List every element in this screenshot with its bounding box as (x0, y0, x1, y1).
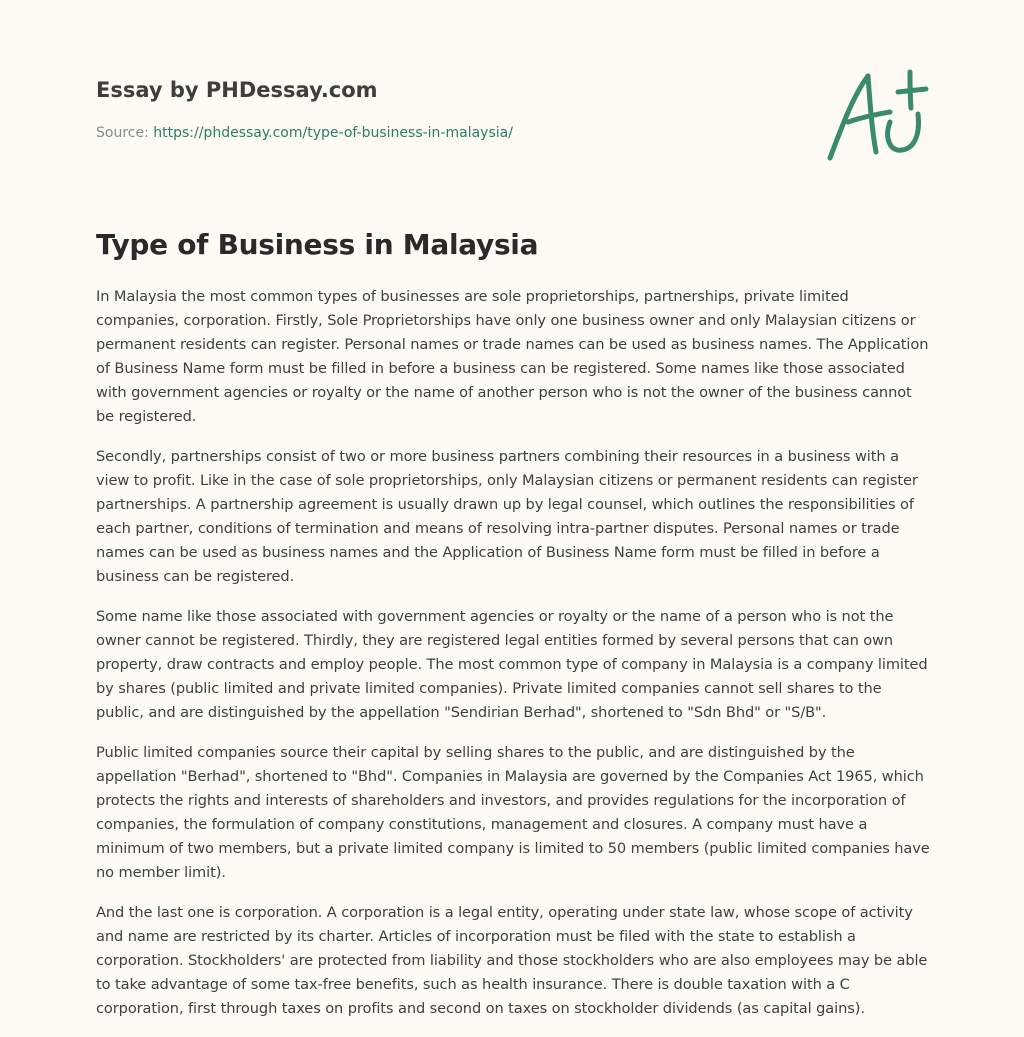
essay-paragraph: In Malaysia the most common types of businesses are sole proprietorships, partnerships, private limited companies, corporation. Firstly, Sole Proprietorships have only one business owner and only Malaysian citizens or permanent residents can register. Personal names or trade names can be used as business names. The Application of Business Name form must be filled in before a business can be registered. Some names like those associated with government agencies or royalty or the name of another person who is not the owner of the business cannot be registered. (96, 288, 929, 425)
page-header (96, 76, 796, 142)
essay-paragraph: Public limited companies source their capital by selling shares to the public, and are distinguished by the appellation "Berhad", shortened to "Bhd". Companies in Malaysia are governed by the Companies Act 1965, which protects the rights and interests of shareholders and investors, and provides regulations for the incorporation of companies, the formulation of company constitutions, management and closures. A company must have a minimum of two members, but a private limited company is limited to 50 members (public limited companies have no member limit). (96, 744, 930, 881)
source-line (96, 124, 796, 142)
essay-paragraph: Some name like those associated with government agencies or royalty or the name of a person who is not the owner cannot be registered. Thirdly, they are registered legal entities formed by several persons that can own property, draw contracts and employ people. The most common type of company in Malaysia is a company limited by shares (public limited and private limited companies). Private limited companies cannot sell shares to the public, and are distinguished by the appellation "Sendirian Berhad", shortened to "Sdn Bhd" or "S/B". (96, 608, 928, 721)
source-label: Source: (96, 125, 154, 141)
essay-paragraph: Secondly, partnerships consist of two or more business partners combining their resources in a business with a view to profit. Like in the case of sole proprietorships, only Malaysian citizens or permanent residents can register partnerships. A partnership agreement is usually drawn up by legal counsel, which outlines the responsibilities of each partner, conditions of termination and means of resolving intra-partner disputes. Personal names or trade names can be used as business names and the Application of Business Name form must be filled in before a business can be registered. (96, 448, 918, 585)
a-plus-logo-icon (820, 66, 932, 166)
essay-title: Type of Business in Malaysia (96, 228, 539, 261)
site-title: Essay by PHDessay.com (96, 78, 378, 102)
source-link[interactable]: https://phdessay.com/type-of-business-in-malaysia/ (153, 125, 513, 141)
essay-paragraph: And the last one is corporation. A corporation is a legal entity, operating under state law, whose scope of activity and name are restricted by its charter. Articles of incorporation must be filed with the state to establish a corporation. Stockholders' are protected from liability and those stockholders who are also employees may be able to take advantage of some tax-free benefits, such as health insurance. There is double taxation with a C corporation, first through taxes on profits and second on taxes on stockholder dividends (as capital gains). (96, 904, 928, 1017)
essay-body (96, 285, 932, 1037)
